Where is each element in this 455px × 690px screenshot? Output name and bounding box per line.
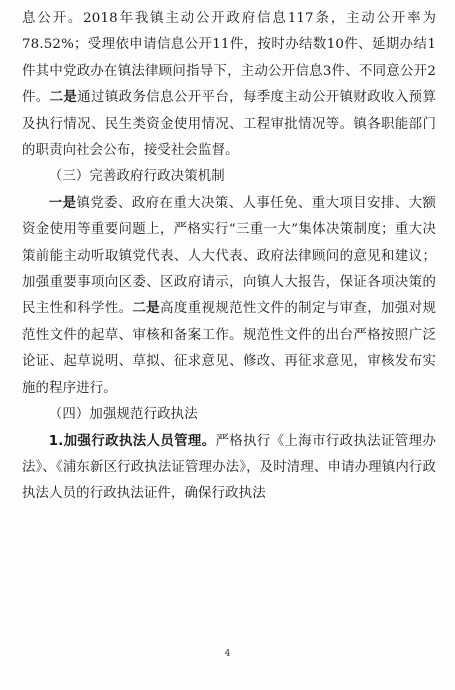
emphasis-label: 一是 (48, 195, 77, 211)
section-heading-3: （三）完善政府行政决策机制 (48, 169, 225, 185)
paragraph-text: 镇党委、政府在重大决策、人事任免、重大项目安排、大额资金使用等重要问题上，严格实行“三重一大”集体决策制度；重大决策前能主动听取镇党代表、人大代表、政府法律顾问的意见和建议；加强重要事项向区委、区政府请示，向镇人大报告，保证各项决策的民主性和科学性。 (22, 195, 436, 317)
page-number: 4 (224, 649, 231, 659)
paragraph-enforcement (22, 429, 436, 508)
emphasis-label: 二是 (132, 301, 161, 317)
paragraph-text: 息公开。2018年我镇主动公开政府信息117条，主动公开率为78.52%；受理依申请信息公开11件，按时办结数10件、延期办结1件其中党政办在镇法律顾问指导下，主动公开信息3件、不同意公开2件。 (22, 11, 436, 106)
paragraph-text: 严格执行《上海市行政执法证管理办法》、《浦东新区行政执法证管理办法》，及时清理、申请办理镇内行政执法人员的行政执法证件，确保行政执法 (22, 433, 436, 502)
emphasis-label: 二是 (49, 90, 78, 106)
paragraph-decision-mechanism (22, 191, 436, 402)
document-body (22, 6, 436, 508)
paragraph-text: 通过镇政务信息公开平台，每季度主动公开镇财政收入预算及执行情况、民生类资金使用情况、工程审批情况等。镇各职能部门的职责向社会公布，接受社会监督。 (22, 90, 436, 159)
paragraph-text: 高度重视规范性文件的制定与审查，加强对规范性文件的起草、审核和备案工作。规范性文件的出台严格按照广泛论证、起草说明、草拟、征求意见、修改、再征求意见，审核发布实施的程序进行。 (22, 301, 436, 396)
subsection-title: 1.加强行政执法人员管理。 (48, 433, 216, 449)
paragraph-info-disclosure (22, 6, 436, 164)
section-heading-4: （四）加强规范行政执法 (48, 407, 198, 423)
